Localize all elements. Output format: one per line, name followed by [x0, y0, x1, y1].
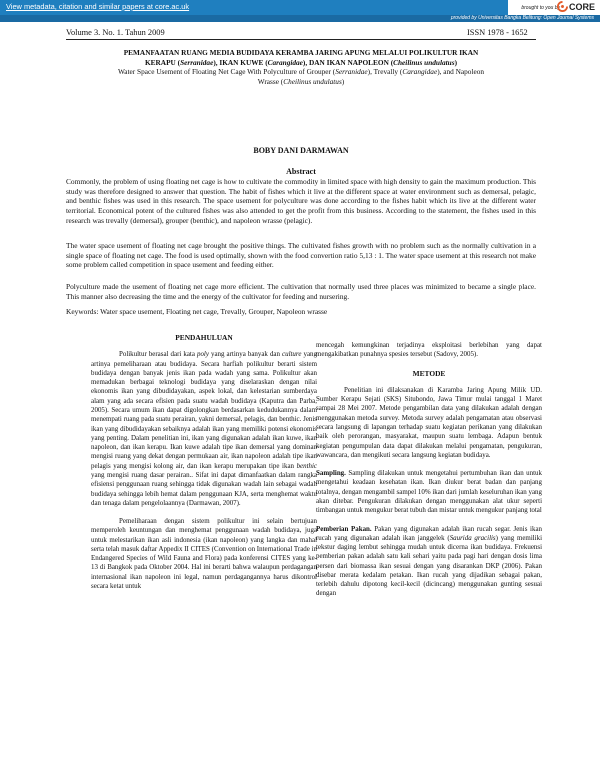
section-heading-metode: METODE — [412, 368, 446, 378]
right-column — [316, 341, 542, 599]
intro-continued: mencegah kemungkinan terjadinya eksploitasi berlebihan yang dapat mengakibatkan punahnya spesies tersebut (Sadovy, 2005). — [316, 341, 542, 359]
core-metadata-link[interactable] — [6, 2, 189, 11]
brought-by-text: brought to you by — [521, 5, 560, 11]
core-logo-text: CORE — [568, 2, 595, 12]
keywords: Keywords: Water space usement, Floating net cage, Trevally, Grouper, Napoleon wrasse — [66, 307, 328, 316]
core-link-text[interactable]: View metadata, citation and similar papers at core.ac.uk — [6, 2, 190, 11]
core-logo[interactable] — [557, 1, 595, 12]
paper-title — [66, 48, 536, 86]
abstract-paragraph-1: Commonly, the problem of using floating net cage is how to cultivate the commodity in limited space with high density to gain the maximum production. This study was therefore designed to answer that question. The habit of fishes which it live at the different space at water environment such as demersal, pelagic, and benthic fishes was used in this research. The space usement for polyculture was done according to the fishes habit which its live at the different water territorial. Economical potent of the cultured fishes was also attended to get the profit from this business. According to the statement, the fishes used in this research was trevally (demersal), grouper (benthic), and napoleon wrasse (pelagic). — [66, 177, 536, 225]
left-column — [91, 333, 317, 591]
issn-info: ISSN 1978 - 1652 — [467, 28, 528, 37]
abstract-paragraph-3: Polyculture made the usement of floating net cage more efficient. The cultivation that normally used three places was minimized to became a single place. This manner also decreasing the time and the energy of the cultivator for feeding and nursering. — [66, 282, 536, 301]
volume-info: Volume 3. No. 1. Tahun 2009 — [66, 28, 165, 37]
title-line-2: KERAPU (Serranidae), IKAN KUWE (Carangidae), DAN IKAN NAPOLEON (Cheilinus undulatus) — [144, 57, 458, 67]
abstract-heading: Abstract — [286, 167, 316, 176]
intro-paragraph-1: Polikultur berasal dari kata poly yang artinya banyak dan culture yang artinya pemeliharaan atau budidaya. Secara harfiah polikultur berarti sistem budidaya dengan banyak jenis ikan pada wadah yang sama. Polikultur akan memadukan berbagai teknologi budidaya yang diselaraskan dengan nilai ekonomis ikan yang dibudidayakan, aspek lokal, dan kelestarian sumberdaya alam yang ada secara efisien pada suatu wadah budidaya (Kaputra dan Parba, 2005). Secara umum ikan dapat digolongkan berdasarkan kedudukannya dalam menempati ruang pada suatu perairan, yakni demersal, pelagis, dan benthic. Jenis ikan yang dibudidayakan sebaiknya adalah ikan yang memiliki potensi ekonomis yang penting. Dalam penelitian ini, ikan yang digunakan adalah ikan kuwe, ikan napoleon, dan ikan kerapu. Ikan kuwe adalah tipe ikan demersal yang dominan mengisi ruang yang dekat dengan permukaan air, ikan napoleon adalah tipe ikan pelagis yang mengisi kolong air, dan ikan kerapu merupakan tipe ikan benthic yang mengisi ruang dasar perairan.. Sifat ini dapat dimanfaatkan dalam rangka efisiensi penggunaan ruang sehingga tidak digunakan wadah lain sebagai wadah budidaya sehingga lebih hemat dalam penggunaan KJA, serta menghemat waktu dan tenaga dalam pengelolaannya (Darmawan, 2007). — [91, 350, 317, 507]
provider-text: provided by Universitas Bangka Belitung: Open Journal Systems — [450, 15, 594, 21]
provider-bar — [0, 15, 600, 22]
section-heading-pendahuluan: PENDAHULUAN — [175, 333, 233, 342]
author-name: BOBY DANI DARMAWAN — [253, 146, 349, 155]
english-title: Water Space Usement of Floating Net Cage With Polyculture of Grouper (Serranidae), Trevally (Carangidae), and Napoleon Wrasse (Cheilinus undulatus) — [117, 67, 485, 86]
core-logo-icon — [557, 1, 568, 12]
metode-paragraph: Penelitian ini dilaksanakan di Karamba Jaring Apung Milik UD. Sumber Kerapu Sejati (SKS) Situbondo, Jawa Timur mulai tanggal 1 Maret sampai 28 Mei 2007. Metode pengambilan data yang dilakukan adalah dengan menggunakan metoda survey. Metoda survey adalah pengamatan atau observasi secara langsung di lapangan terhadap suatu kegiatan perikanan yang dilakukan baik oleh perorangan, masyarakat, maupun suatu lembaga. Adapun bentuk kegiatan pengumpulan data dapat dilakukan melalui pengamatan, pengukuran, wawancara, dan mengikuti secara langsung kegiatan budidaya. — [316, 385, 542, 459]
header-rule — [66, 39, 536, 40]
sampling-paragraph: Sampling. Sampling dilakukan untuk mengetahui pertumbuhan ikan dan untuk mengetahui keadaan kesehatan ikan. Ikan diukur berat badan dan panjang totalnya, dengan mengambil sampel 10% ikan dari jumlah keseluruhan ikan yang akan ditebar. Pengukuran dilakukan dengan menggunakan alat ukur seperti timbangan untuk mengukur berat tubuh dan mistar untuk mengukur panjang total — [316, 469, 542, 515]
pakan-paragraph: Pemberian Pakan. Pakan yang digunakan adalah ikan rucah segar. Jenis ikan rucah yang digunakan adalah ikan janggelek (Saurida gracilis) yang memiliki tekstur daging lembut sehingga mudah untuk dicerna ikan budidaya. Frekuensi pemberian pakan adalah satu kali sehari yaitu pada pagi hari dengan dosis lima persen dari biomassa ikan sesuai dengan yang disarankan DKP (2006). Pakan disebar merata kedalam petakan. Ikan rucah yang dijadikan sebagai pakan, terlebih dahulu dipotong kecil-kecil (dicincang) menggunakan gunting sesuai dengan — [316, 524, 542, 598]
title-line-1: PEMANFAATAN RUANG MEDIA BUDIDAYA KERAMBA JARING APUNG MELALUI POLIKULTUR IKAN — [123, 48, 479, 57]
abstract-paragraph-2: The water space usement of floating net cage brought the positive things. The cultivated fishes growth with no problem such as the normally cultivation in a single space of floating net cage. The food is used optimally, shown with the food convertion ratio 5,13 : 1. The water space usement at this research not make some problem called competition in space usement and feeding either. — [66, 241, 536, 270]
intro-paragraph-2: Pemeliharaan dengan sistem polikultur ini selain bertujuan memperoleh keuntungan dan menghemat penggunaan wadah budidaya, juga untuk melestarikan ikan asli indonesia (ikan napoleon) yang langka dan mahal serta telah masuk daftar Appedix II CITES (Convention on International Trade in Endangered Species of Wild Fauna and Flora) pada konferensi CITES yang ke-13 di Bangkok pada Oktober 2004. Hal ini berarti bahwa walaupun perdagangan internasional ikan napoleon ini legal, namun perdagangannya harus dikontrol secara ketat untuk — [91, 517, 317, 591]
